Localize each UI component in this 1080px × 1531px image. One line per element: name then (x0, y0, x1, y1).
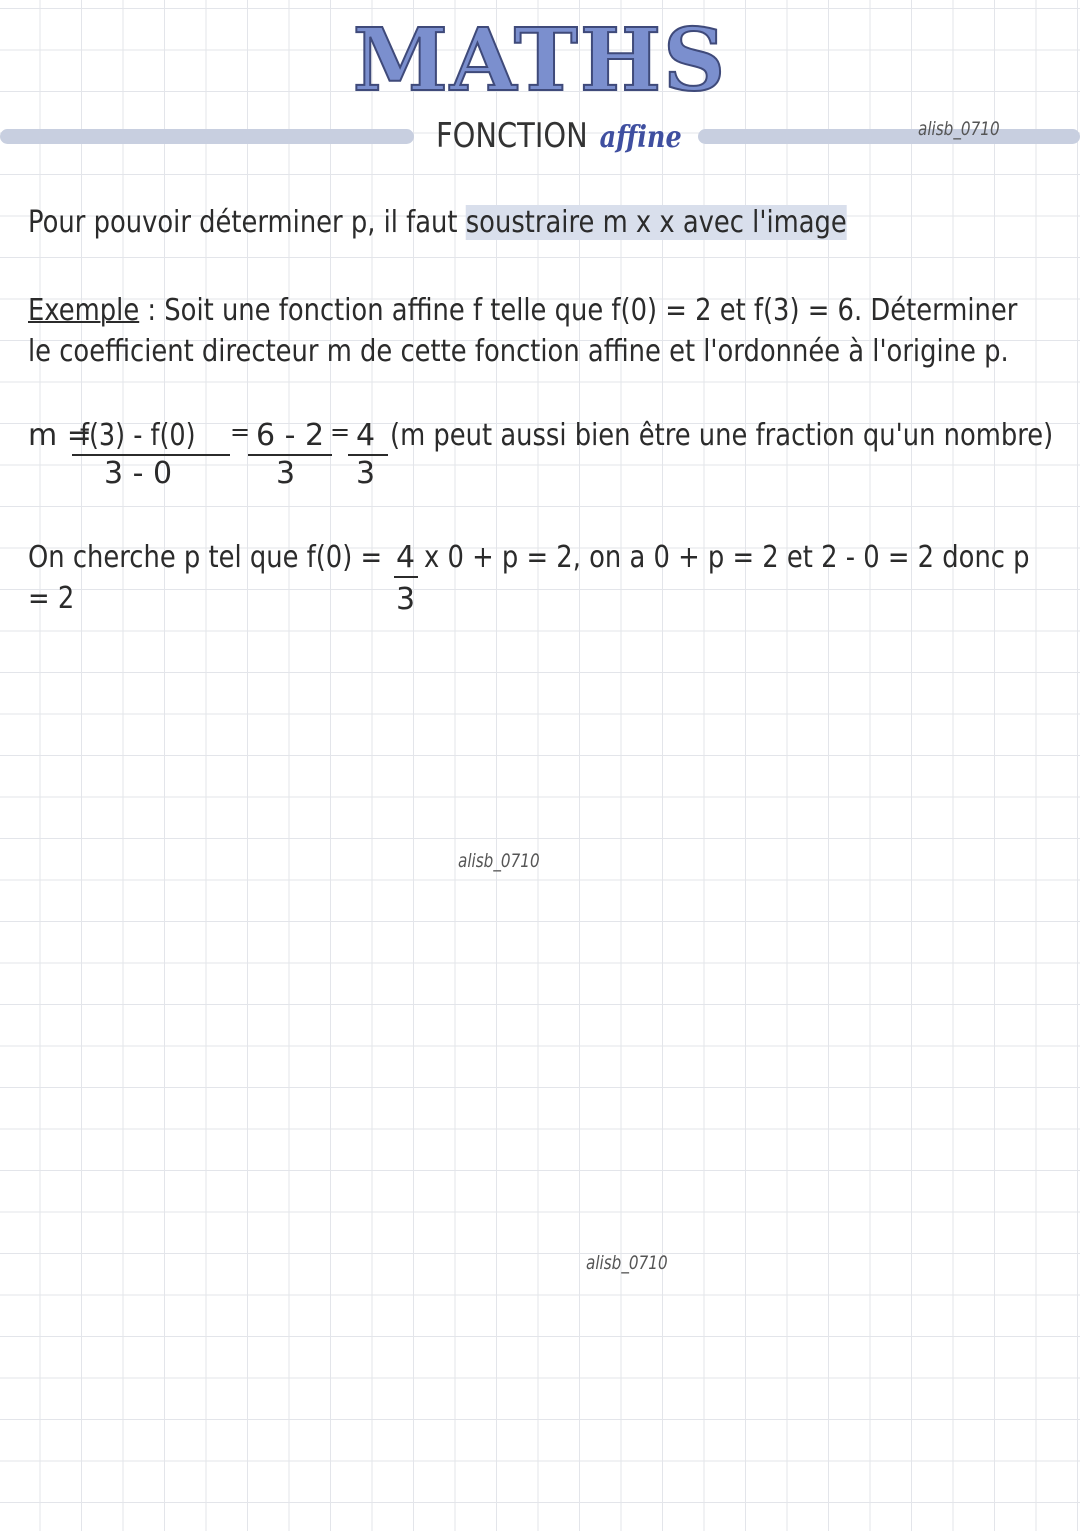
subtitle-accent: affine (599, 120, 682, 155)
header-band-right (698, 129, 1080, 144)
example-text-1: Soit une fonction affine f telle que f(0) = 2 et f(3) = 6. Déterminer (164, 293, 1018, 328)
p-numerator: 4 (396, 540, 416, 575)
m-equals-1: = (230, 418, 251, 446)
page-title: MATHS (352, 10, 728, 111)
m-denominator-3: 3 (356, 456, 376, 491)
m-numerator-1: f(3) - f(0) (80, 418, 196, 453)
watermark-bottom: alisb_0710 (586, 1252, 668, 1274)
example-colon: : (139, 293, 165, 328)
p-line-end: x 0 + p = 2, on a 0 + p = 2 et 2 - 0 = 2 donc p (424, 540, 1030, 575)
header-band-left (0, 129, 414, 144)
m-numerator-3: 4 (356, 418, 376, 453)
m-denominator-2: 3 (276, 456, 296, 491)
rule-sentence-start: Pour pouvoir déterminer p, il faut (28, 205, 466, 240)
m-numerator-2: 6 - 2 (256, 418, 325, 453)
example-line-2: le coefficient directeur m de cette fonction affine et l'ordonnée à l'origine p. (28, 334, 1009, 369)
page-subtitle (436, 116, 682, 156)
p-denominator: 3 (396, 582, 416, 617)
fraction-bar-p (394, 576, 418, 578)
p-line-result: = 2 (28, 581, 75, 616)
example-line-1 (28, 293, 1017, 328)
rule-sentence-highlight: soustraire m x x avec l'image (465, 205, 847, 240)
watermark-middle: alisb_0710 (458, 850, 540, 872)
watermark-top: alisb_0710 (918, 118, 1000, 140)
m-denominator-1: 3 - 0 (104, 456, 173, 491)
m-note: (m peut aussi bien être une fraction qu'un nombre) (390, 418, 1054, 453)
subtitle-text: FONCTION (436, 116, 588, 156)
m-equals-2: = (330, 418, 351, 446)
p-line-start: On cherche p tel que f(0) = (28, 540, 383, 575)
rule-sentence (28, 205, 847, 240)
m-prefix: m = (28, 418, 92, 453)
example-label: Exemple (28, 293, 140, 328)
